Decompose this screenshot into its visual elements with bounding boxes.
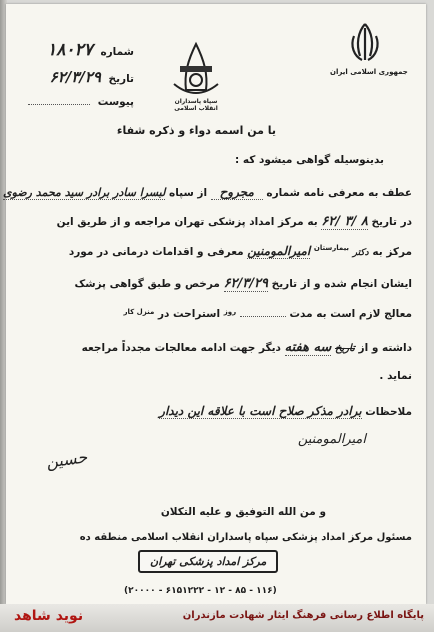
phone-numbers: (۱۱۶ - ۸۵ - ۱۲ - ۶۱۵۱۲۲۲ - ۲۰۰۰۰)	[124, 586, 277, 596]
republic-emblem	[330, 18, 408, 88]
place-label: منزل کار	[123, 308, 155, 316]
line-6	[16, 340, 412, 355]
line-4-hand-a: ۶۲/۳/۲۹	[223, 276, 268, 291]
line-1-text-b: از سپاه	[169, 187, 208, 199]
line-1-hand-b: لبسرا سادر برادر سید محمد رضوی	[3, 186, 166, 199]
line-1-hand-a: مجروح	[211, 185, 263, 200]
closing-text: و من الله التوفیق و علیه التکلان	[160, 506, 326, 518]
line-6-hand-b: سه هفته	[284, 340, 332, 355]
line-3-hand-hospital: امیرالمومنین	[247, 244, 311, 258]
official-stamp: مرکز امداد پزشکی تهران	[138, 550, 278, 573]
irgc-text: سپاه پاسداران انقلاب اسلامی	[174, 98, 218, 112]
date-value: ۶۲/۳/۲۹	[49, 68, 101, 86]
republic-text: جمهوری اسلامی ایران	[330, 68, 408, 76]
line-3-text-a: مرکز به	[372, 246, 412, 258]
remarks-hand: برادر مذکر صلاح است با علاقه این دیدار	[159, 404, 362, 418]
brand-logo: نوید شاهد	[14, 608, 84, 624]
date-label: تاریخ	[108, 73, 134, 85]
line-4-text-b: مرخص و طبق گواهی پزشک	[74, 278, 220, 290]
remarks-row	[16, 404, 412, 418]
line-3-text-b: معرفی و اقدامات درمانی در مورد	[68, 246, 244, 258]
line-4-text-a: ایشان انجام شده و از تاریخ	[271, 278, 412, 290]
remarks-hand-2: امیرالمومنین	[297, 432, 366, 447]
line-1-text-a: عطف به معرفی نامه شماره	[266, 187, 412, 199]
line-5-blank-a	[240, 316, 286, 317]
attachment-blank	[28, 104, 90, 105]
line-3	[16, 244, 412, 258]
responsible-text: مسئول مرکز امداد پزشکی سپاه پاسداران انقلاب اسلامی منطقه ده	[79, 532, 412, 543]
line-5-text-b: استراحت در	[157, 308, 221, 320]
line-2-text-a: در تاریخ	[371, 216, 412, 228]
line-7: نماید .	[379, 370, 412, 382]
line-6-text-b: دیگر جهت ادامه معالجات مجدداً مراجعه	[81, 342, 281, 354]
republic-emblem-icon	[330, 18, 400, 68]
letter-sheet	[3, 4, 426, 604]
line-6-text-a: داشته و از	[358, 342, 412, 354]
line-1	[3, 185, 412, 200]
remarks-label: ملاحظات	[365, 406, 412, 418]
date-row	[24, 68, 134, 86]
hospital-label: بیمارستان	[313, 244, 350, 252]
attachment-label: پیوست	[97, 96, 134, 108]
line-3-hand-small: دکتر	[352, 248, 369, 258]
line-2-text-b: به مرکز امداد پزشکی تهران مراجعه و از طریق این	[56, 216, 318, 228]
number-row	[24, 40, 134, 60]
brand-text: پایگاه اطلاع رسانی فرهنگ ایثار شهادت مازندران	[182, 610, 424, 621]
line-6-hand-a: تاریخ	[334, 343, 355, 354]
signature: حسین	[44, 447, 89, 472]
basmala: یا من اسمه دواء و ذکره شفاء	[116, 124, 276, 137]
days-label: روز	[223, 308, 237, 316]
line-4	[16, 276, 412, 291]
intro-text: بدینوسیله گواهی میشود که :	[234, 154, 384, 166]
number-value: ۱۸۰۲۷	[47, 40, 93, 60]
line-5-text-a: معالج لازم است به مدت	[289, 308, 412, 320]
site-footer	[0, 604, 434, 632]
attachment-row	[24, 96, 134, 108]
line-2	[16, 214, 412, 229]
line-2-hand-a: ۸ /۳ /۶۲	[321, 214, 368, 229]
irgc-emblem	[166, 40, 226, 114]
line-5	[16, 308, 412, 320]
number-label: شماره	[100, 46, 134, 58]
